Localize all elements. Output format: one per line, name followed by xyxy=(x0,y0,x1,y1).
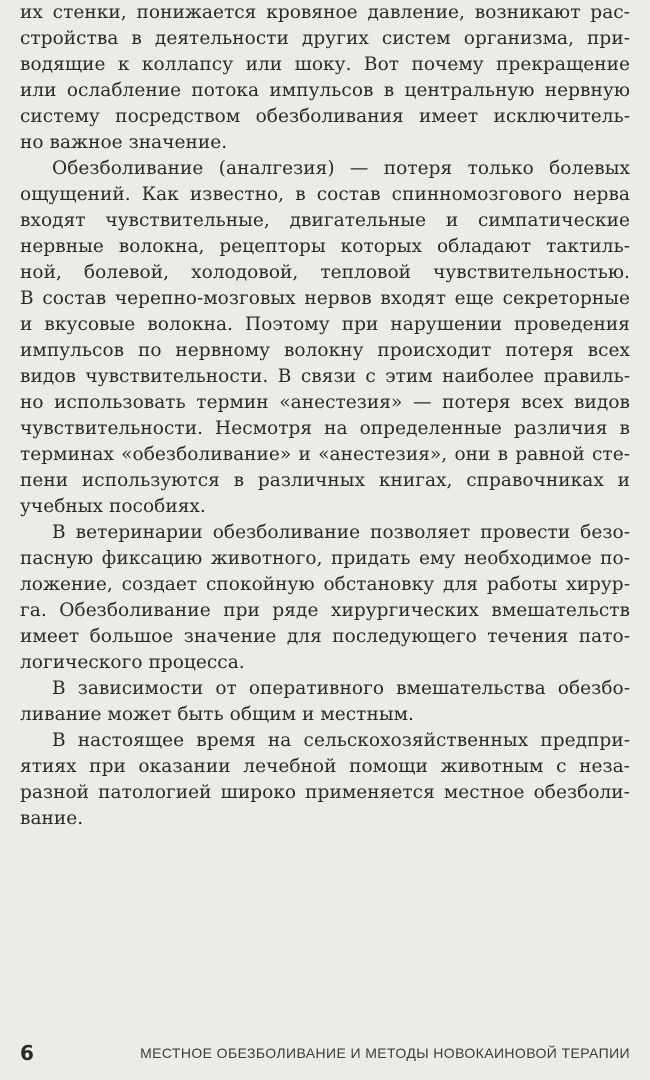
text-line: и вкусовые волокна. Поэтому при нарушении проведения xyxy=(20,314,630,335)
text-line: ной, болевой, холодовой, тепловой чувствительностью. xyxy=(20,262,630,283)
text-line: водящие к коллапсу или шоку. Вот почему прекращение xyxy=(20,54,630,75)
text-line: логического процесса. xyxy=(20,652,245,673)
text-line: учебных пособиях. xyxy=(20,496,206,517)
text-line: га. Обезболивание при ряде хирургических вмешательств xyxy=(20,600,630,621)
text-line: систему посредством обезболивания имеет исключитель- xyxy=(20,106,630,127)
text-line: но важное значение. xyxy=(20,132,228,153)
text-line: пени используются в различных книгах, справочниках и xyxy=(20,470,630,491)
text-line: В состав черепно-мозговых нервов входят еще секреторные xyxy=(20,288,630,309)
text-line: пасную фиксацию животного, придать ему необходимое по- xyxy=(20,548,630,569)
body-text xyxy=(20,0,630,832)
text-line: но использовать термин «анестезия» — потеря всех видов xyxy=(20,392,630,413)
text-line: чувствительности. Несмотря на определенные различия в xyxy=(20,418,630,439)
text-line: или ослабление потока импульсов в центральную нервную xyxy=(20,80,630,101)
text-line: ощущений. Как известно, в состав спинномозгового нерва xyxy=(20,184,630,205)
text-line: стройства в деятельности других систем организма, при- xyxy=(20,28,630,49)
text-line: терминах «обезболивание» и «анестезия», они в равной сте- xyxy=(20,444,630,465)
page-number: 6 xyxy=(20,1041,34,1065)
text-line: видов чувствительности. В связи с этим наиболее правиль- xyxy=(20,366,630,387)
running-title: МЕСТНОЕ ОБЕЗБОЛИВАНИЕ И МЕТОДЫ НОВОКАИНОВОЙ ТЕРАПИИ xyxy=(140,1045,630,1061)
text-line: В ветеринарии обезболивание позволяет провести безо- xyxy=(52,522,630,543)
text-line: ливание может быть общим и местным. xyxy=(20,704,414,725)
text-line: ятиях при оказании лечебной помощи животным с неза- xyxy=(20,756,630,777)
text-line: разной патологией широко применяется местное обезболи- xyxy=(20,782,630,803)
text-line: их стенки, понижается кровяное давление, возникают рас- xyxy=(20,2,630,23)
text-line: нервные волокна, рецепторы которых обладают тактиль- xyxy=(20,236,630,257)
text-line: импульсов по нервному волокну происходит потеря всех xyxy=(20,340,630,361)
text-line: В настоящее время на сельскохозяйственных предпри- xyxy=(52,730,630,751)
text-line: ложение, создает спокойную обстановку для работы хирур- xyxy=(20,574,630,595)
text-line: В зависимости от оперативного вмешательства обезбо- xyxy=(52,678,630,699)
text-line: вание. xyxy=(20,808,84,829)
text-line: Обезболивание (аналгезия) — потеря только болевых xyxy=(52,158,630,179)
text-line: входят чувствительные, двигательные и симпатические xyxy=(20,210,630,231)
text-line: имеет большое значение для последующего течения пато- xyxy=(20,626,630,647)
page-footer xyxy=(20,1040,630,1066)
